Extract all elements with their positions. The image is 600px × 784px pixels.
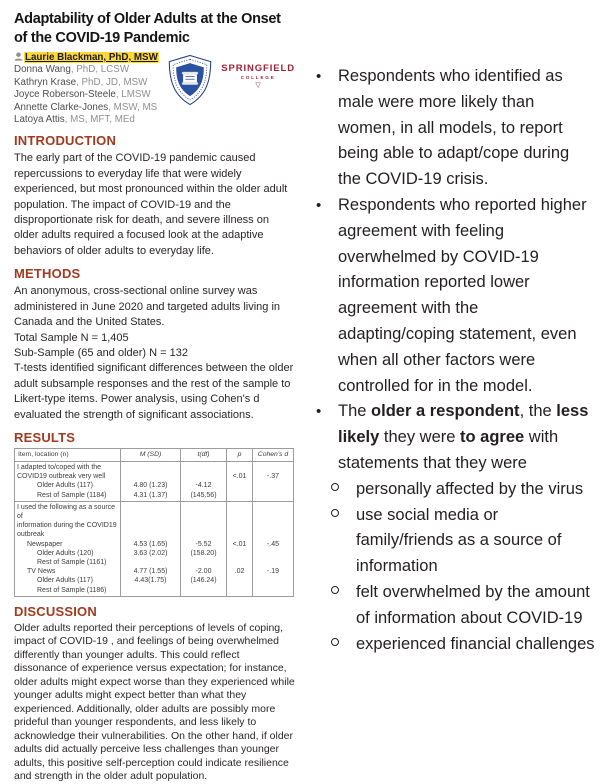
item-cell: I used the following as a source of information during the COVID19 outbreak Newspaper Older Adults (120) Rest of Sample (1161) TV News Older Adults (117) Rest of Sample (1186) <box>15 501 121 596</box>
table-row-1: I adapted to/coped with the COVID19 outbreak very well Older Adults (117) Rest of Sample (1184) 4.80 (1.23) 4.31 (1.37) -4.12 (145.56) <.01 -.37 <box>15 461 294 501</box>
table-header-3: t(df) <box>181 448 227 461</box>
sub-finding-3-2 <box>309 503 596 580</box>
sub-finding-text: experienced financial challenges <box>356 634 595 653</box>
bullet-icon: • <box>316 196 322 214</box>
author-5 <box>14 102 163 114</box>
poster-left-column <box>14 10 295 784</box>
finding-1 <box>309 64 596 193</box>
person-icon <box>14 52 23 61</box>
college-wordmark <box>221 63 295 89</box>
circle-bullet-icon <box>331 483 339 491</box>
finding-text: Respondents who reported higher agreement with feeling overwhelmed by COVID-19 information reported lower agreement with the adapting/coping statement, even when all other factors were controlled for in the model. <box>338 195 587 395</box>
sub-finding-3-3 <box>309 580 596 632</box>
circle-bullet-icon <box>331 638 339 646</box>
methods-heading: METHODS <box>14 266 81 282</box>
table-row-2: I used the following as a source of information during the COVID19 outbreak Newspaper Older Adults (120) Rest of Sample (1161) TV News Older Adults (117) Rest of Sample (1186) 4.53 (1.65) 3.63 (2.02) 4.77 (1.55) 4.43(1.75) -5.52 (158.20) -2.00 (146.24) <.01 .02 -.45 -.19 <box>15 501 294 596</box>
finding-text: The older a respondent, the less likely they were to agree with statements that they were <box>338 402 589 472</box>
author-name: Kathryn Krase <box>14 76 77 88</box>
author-credentials: , MSW, MS <box>108 101 158 113</box>
discussion-heading: DISCUSSION <box>14 603 97 619</box>
author-credentials: , LMSW <box>115 89 151 101</box>
circle-bullet-icon <box>331 509 339 517</box>
page-title: Adaptability of Older Adults at the Onset of the COVID-19 Pandemic <box>14 11 281 46</box>
author-name: Annette Clarke-Jones <box>14 101 109 113</box>
item-cell: I adapted to/coped with the COVID19 outbreak very well Older Adults (117) Rest of Sample (1184) <box>15 461 121 501</box>
results-table-body <box>15 461 294 596</box>
methods-paragraph: Total Sample N = 1,405 <box>14 331 129 344</box>
author-1[interactable] <box>14 52 163 64</box>
college-sub-text: COLLEGE <box>240 75 276 81</box>
results-table <box>14 448 294 597</box>
discussion-text: Older adults reported their perceptions of levels of coping, impact of COVID-19 , and feelings of being overwhelmed differently than younger adults. This could reflect dissonance of experience versus expectation; for instance, older adults might expect worse than they experienced while younger adults might expect better than what they experienced. Additionally, older adults are possibly more prideful than younger respondents, and less likely to acknowledge their vulnerabilities. On the other hand, if older adults did actually perceive less challenges than younger adults, this positive self-perception could indicate resilience and strength in the older adult population. <box>14 621 295 783</box>
author-list <box>14 52 163 126</box>
college-shield-icon <box>167 54 213 106</box>
college-name-text: SPRINGFIELD <box>221 63 295 74</box>
circle-bullet-icon <box>331 586 339 594</box>
author-name: Latoya Attis <box>14 114 65 126</box>
sub-finding-3-4 <box>309 632 596 658</box>
college-triangle-icon: ▽ <box>255 81 261 89</box>
finding-3 <box>309 399 596 476</box>
introduction-text: The early part of the COVID-19 pandemic caused repercussions to everyday life that were widely experienced, but most pronounced within the older adult population. The impact of COVID-19 and the disproportionate risk for death, and severe illness on older adults required a focused look at the adaptive behaviors of older adults to everyday life. <box>14 152 288 257</box>
finding-text: Respondents who identified as male were more likely than women, in all models, to report being able to adapt/cope during the COVID-19 crisis. <box>338 67 570 189</box>
author-name: Donna Wang <box>14 64 71 76</box>
methods-text <box>14 284 295 423</box>
table-header-5: Cohen's d <box>253 448 294 461</box>
authors-block <box>14 52 295 126</box>
author-credentials: , PhD, LCSW <box>70 64 130 76</box>
finding-2 <box>309 193 596 399</box>
key-findings-list <box>309 64 596 657</box>
highlighted-author-name[interactable]: Laurie Blackman, PhD, MSW <box>25 52 158 63</box>
author-4 <box>14 89 163 101</box>
bullet-icon: • <box>316 68 322 85</box>
author-3 <box>14 77 163 89</box>
author-2 <box>14 64 163 76</box>
methods-paragraph: Sub-Sample (65 and older) N = 132 <box>14 346 188 359</box>
results-heading: RESULTS <box>14 429 76 445</box>
sub-finding-text: use social media or family/friends as a source of information <box>356 505 562 576</box>
author-credentials: , PhD, JD, MSW <box>76 76 148 88</box>
sub-finding-text: personally affected by the virus <box>356 479 584 498</box>
sub-finding-text: felt overwhelmed by the amount of information about COVID-19 <box>356 582 590 627</box>
methods-paragraph: T-tests identified significant differences between the older adult subsample responses and the rest of the sample to Likert-type items. Power analysis, using Cohen's d evaluated the strength of significant associations. <box>14 362 294 421</box>
author-credentials: , MS, MFT, MEd <box>64 114 135 126</box>
table-header-1: Item, location (n) <box>15 448 121 461</box>
table-header-2: M (SD) <box>121 448 181 461</box>
bullet-icon: • <box>316 403 322 421</box>
author-name: Joyce Roberson-Steele <box>14 89 116 101</box>
results-table-header <box>15 448 294 461</box>
springfield-college-logo <box>167 54 295 106</box>
sub-finding-3-1 <box>309 477 596 503</box>
table-header-4: p <box>227 448 253 461</box>
author-6 <box>14 114 163 126</box>
methods-paragraph: An anonymous, cross-sectional online survey was administered in June 2020 and targeted adults living in Canada and the United States. <box>14 285 281 329</box>
introduction-heading: INTRODUCTION <box>14 133 117 149</box>
